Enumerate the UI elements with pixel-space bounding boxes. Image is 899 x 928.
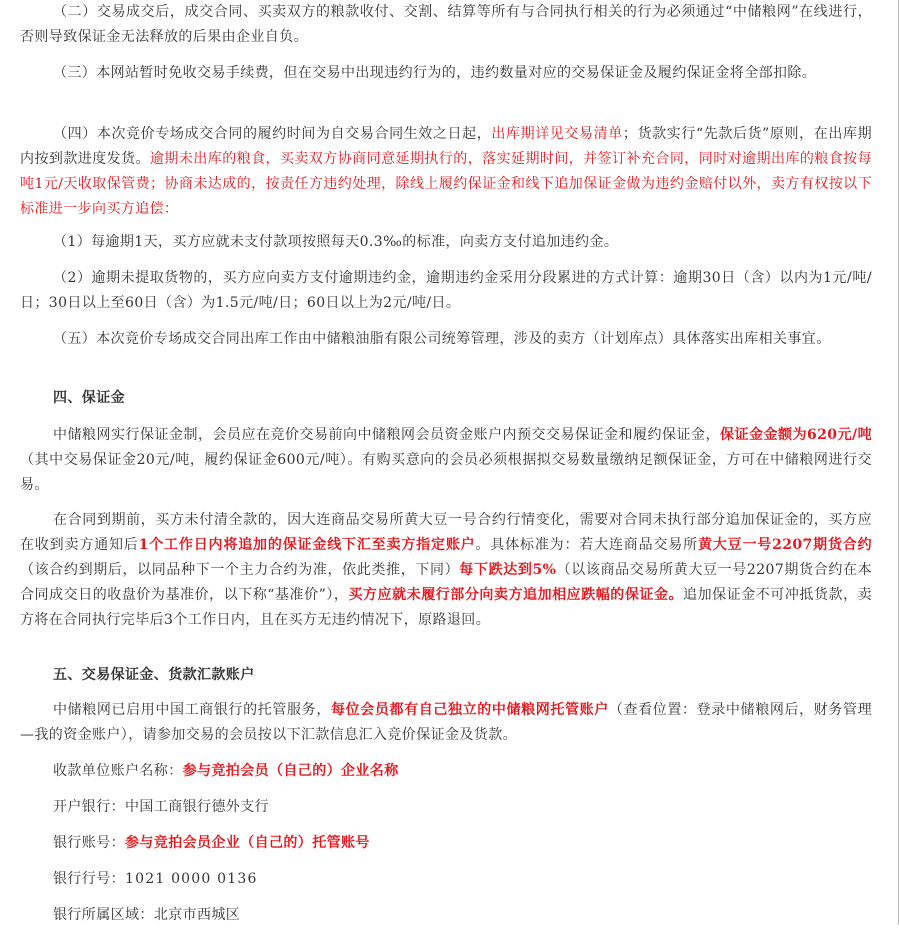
field-bank-code <box>53 867 873 892</box>
margin-highlight-obligation: 买方应就未履行部分向卖方追加相应跌幅的保证金。 <box>348 587 684 603</box>
bank-region-label: 银行所属区域： <box>53 907 154 923</box>
margin-highlight-drop: 每下跌达到5% <box>459 562 557 578</box>
field-bank <box>53 795 873 820</box>
section-heading-accounts <box>20 663 872 688</box>
field-account-number <box>53 831 873 856</box>
late-pickup-text: （2）逾期未提取货物的，买方应向卖方支付逾期违约金，逾期违约金采用分段累进的方式计算：逾期30日（含）以内为1元/吨/日；30日以上至60日（含）为1.5元/吨/日；60日以上为2元/吨/日。 <box>20 270 872 311</box>
margin-text-e: （该合约到期后，以同品种下一个主力合约为准，依此类推，下同） <box>20 562 460 578</box>
bank-value: 中国工商银行德外支行 <box>125 799 269 815</box>
margin-text-i: 追加保证金不可冲抵货款，卖方将在合同执行完毕后3个工作日内，且在买方无违约情况下，原路退回。 <box>20 587 873 628</box>
paragraph-late-payment <box>20 230 872 255</box>
payee-value: 参与竞拍会员（自己的）企业名称 <box>182 763 399 779</box>
paragraph-late-pickup <box>20 266 872 316</box>
paragraph-margin-call <box>20 508 872 633</box>
margin-text-g: （以该商品交易所黄大豆一号2207期货合约在本合同成交日的收盘价为基准价，以下称“基准价”）， <box>20 562 873 603</box>
accounts-highlight: 每位会员都有自己独立的中储粮网托管账户 <box>330 702 609 718</box>
accounts-text-c: （查看位置：登录中储粮网后，财务管理—我的资金账户），请参加交易的会员按以下汇款信息汇入竞价保证金及货款。 <box>20 702 872 743</box>
deposit-text-a: 中储粮网实行保证金制，会员应在竞价交易前向中储粮网会员资金账户内预交交易保证金和履约保证金， <box>53 427 720 443</box>
paragraph-performance <box>20 122 872 222</box>
account-number-label: 银行账号： <box>53 835 125 851</box>
paragraph-outbound <box>20 327 872 352</box>
performance-highlight-outbound: 出库期详见交易清单 <box>491 126 623 142</box>
bank-code-label: 银行行号： <box>53 871 125 887</box>
deposit-amount-highlight: 保证金金额为620元/吨 <box>719 427 872 443</box>
margin-text-a: 在合同到期前，买方未付清全款的，因大连商品交易所黄大豆一号合约行情变化，需要对合同未执行部分追加保证金的，买方应在收到卖方通知后 <box>20 512 872 553</box>
margin-highlight-contract: 黄大豆一号2207期货合约 <box>697 537 873 553</box>
deposit-text-c: （其中交易保证金20元/吨，履约保证金600元/吨）。有购买意向的会员必须根据拟交易数量缴纳足额保证金，方可在中储粮网进行交易。 <box>20 452 872 493</box>
bank-label: 开户银行： <box>53 799 125 815</box>
accounts-heading-text: 五、交易保证金、货款汇款账户 <box>53 667 255 683</box>
margin-highlight-deadline: 1个工作日内将追加的保证金线下汇至卖方指定账户 <box>138 537 476 553</box>
bank-code-value: 1021 0000 0136 <box>125 871 258 887</box>
outbound-text: （五）本次竞价专场成交合同出库工作由中储粮油脂有限公司统筹管理，涉及的卖方（计划库点）具体落实出库相关事宜。 <box>53 331 831 347</box>
performance-highlight-overdue: 逾期未出库的粮食，买卖双方协商同意延期执行的，落实延期时间，并签订补充合同，同时对逾期出库的粮食按每吨1元/天收取保管费；协商未达成的，按责任方违约处理，除线上履约保证金和线下追加保证金做为违约金赔付以外，卖方有权按以下标准进一步向买方追偿： <box>20 151 873 217</box>
performance-text-a: （四）本次竞价专场成交合同的履约时间为自交易合同生效之日起， <box>53 126 492 142</box>
deposit-heading-text: 四、保证金 <box>53 390 125 406</box>
fees-text: （三）本网站暂时免收交易手续费，但在交易中出现违约行为的，违约数量对应的交易保证金及履约保证金将全部扣除。 <box>53 65 817 81</box>
field-payee <box>53 759 873 784</box>
margin-text-c: 。具体标准为：若大连商品交易所 <box>475 537 698 553</box>
paragraph-deposit <box>20 423 872 498</box>
settlement-text: （二）交易成交后，成交合同、买卖双方的粮款收付、交割、结算等所有与合同执行相关的行为必须通过“中储粮网”在线进行，否则导致保证金无法释放的后果由企业自负。 <box>20 4 872 45</box>
paragraph-fees <box>20 61 872 86</box>
paragraph-accounts <box>20 698 872 748</box>
section-heading-deposit <box>20 386 872 411</box>
payee-label: 收款单位账户名称： <box>53 763 183 779</box>
late-payment-text: （1）每逾期1天，买方应就未支付款项按照每天0.3‰的标准，向卖方支付追加违约金。 <box>53 234 619 250</box>
accounts-text-a: 中储粮网已启用中国工商银行的托管服务， <box>53 702 331 718</box>
account-number-value: 参与竞拍会员企业（自己的）托管账号 <box>125 835 370 851</box>
field-bank-region <box>53 903 873 928</box>
performance-text-c: ；货款实行“先款后货”原则，在出库期内按到款进度发货。 <box>20 126 873 167</box>
bank-region-value: 北京市西城区 <box>153 907 241 923</box>
paragraph-settlement <box>20 0 872 50</box>
